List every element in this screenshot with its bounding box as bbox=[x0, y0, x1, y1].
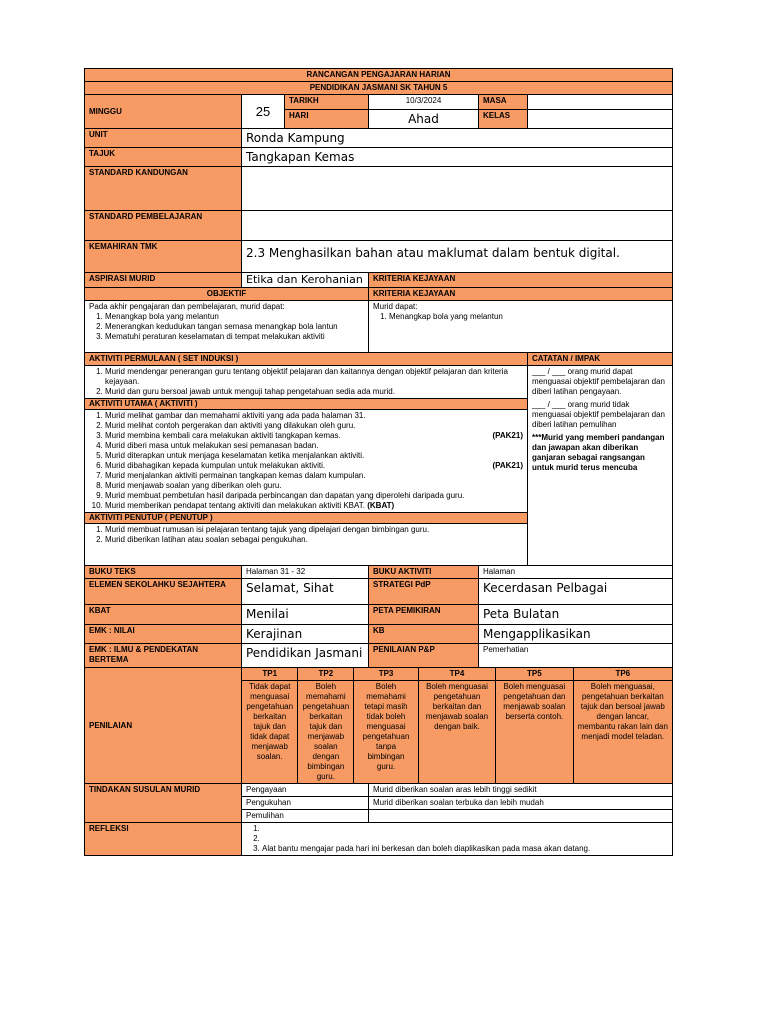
tp6-description: Boleh menguasai, pengetahuan berkaitan tajuk dan bersoal jawab dengan lancar, membantu rakan lain dan menjadi model teladan. bbox=[573, 681, 672, 784]
objektif-list bbox=[89, 312, 364, 342]
pak21-tag: (PAK21) bbox=[492, 461, 523, 470]
tajuk-value: Tangkapan Kemas bbox=[242, 148, 673, 167]
kelas-value bbox=[528, 110, 673, 129]
kbat-value: Menilai bbox=[242, 605, 369, 625]
buku-aktiviti-label: BUKU AKTIVITI bbox=[369, 566, 479, 579]
aktiviti-permulaan-header: AKTIVITI PERMULAAN ( SET INDUKSI ) bbox=[85, 353, 528, 366]
masa-value bbox=[528, 95, 673, 110]
tarikh-value: 10/3/2024 bbox=[369, 95, 479, 110]
penilaian-levels bbox=[242, 668, 673, 784]
aspirasi-murid-label: ASPIRASI MURID bbox=[85, 273, 242, 288]
buku-teks-value: Halaman 31 - 32 bbox=[242, 566, 369, 579]
catatan-impak-header: CATATAN / IMPAK bbox=[528, 353, 673, 366]
utama-item: 9. Murid membuat pembetulan hasil daripada perbincangan dan dapatan yang diperolehi daripada guru. bbox=[105, 491, 523, 501]
tp3-header: TP3 bbox=[354, 668, 419, 681]
emk-nilai-value: Kerajinan bbox=[242, 625, 369, 644]
kriteria-kejayaan-subheader: KRITERIA KEJAYAAN bbox=[369, 288, 673, 301]
utama-item: 7. Murid menjalankan aktiviti permainan tangkapan kemas dalam kumpulan. bbox=[105, 471, 523, 481]
minggu-label: MINGGU bbox=[85, 95, 242, 129]
utama-item: 5. Murid diterapkan untuk menjaga keselamatan ketika menjalankan aktiviti. bbox=[105, 451, 523, 461]
susulan-pengayaan-value: Murid diberikan soalan aras lebih tinggi sedikit bbox=[369, 784, 673, 797]
tp2-description: Boleh memahami pengetahuan berkaitan tajuk dan menjawab soalan dengan bimbingan guru. bbox=[298, 681, 354, 784]
elemen-sekolahku-value: Selamat, Sihat bbox=[242, 579, 369, 605]
objektif-intro: Pada akhir pengajaran dan pembelajaran, murid dapat: bbox=[89, 302, 285, 311]
utama-item: 3. Murid membina kembali cara melakukan aktiviti tangkapan kemas. (PAK21) bbox=[105, 431, 523, 441]
utama-item: 2. Murid melihat contoh pergerakan dan aktiviti yang dilakukan oleh guru. bbox=[105, 421, 523, 431]
unit-label: UNIT bbox=[85, 129, 242, 148]
kriteria-item: 1. Menangkap bola yang melantun bbox=[389, 312, 668, 322]
masa-label: MASA bbox=[479, 95, 528, 110]
strategi-pdp-label: STRATEGI PdP bbox=[369, 579, 479, 605]
tp-table bbox=[242, 668, 672, 783]
aktiviti-content bbox=[85, 366, 528, 566]
susulan-pengukuhan-value: Murid diberikan soalan terbuka dan lebih mudah bbox=[369, 797, 673, 810]
aktiviti-penutup-header: AKTIVITI PENUTUP ( PENUTUP ) bbox=[85, 512, 527, 524]
tp5-description: Boleh menguasai pengetahuan dan menjawab soalan berserta contoh. bbox=[496, 681, 573, 784]
tp6-header: TP6 bbox=[573, 668, 672, 681]
aspirasi-murid-value: Etika dan Kerohanian bbox=[242, 273, 369, 288]
kriteria-kejayaan-header: KRITERIA KEJAYAAN bbox=[369, 273, 673, 288]
peta-pemikiran-label: PETA PEMIKIRAN bbox=[369, 605, 479, 625]
catatan-line-pengayaan: ___ / ___ orang murid dapat menguasai objektif pembelajaran dan diberi latihan pengayaan. bbox=[532, 367, 665, 396]
aktiviti-penutup-content bbox=[85, 524, 527, 546]
susulan-pengayaan-label: Pengayaan bbox=[242, 784, 369, 797]
objektif-header: OBJEKTIF bbox=[85, 288, 369, 301]
penutup-item: 1. Murid membuat rumusan isi pelajaran tentang tajuk yang dipelajari dengan bimbingan guru. bbox=[105, 525, 523, 535]
utama-item: 4. Murid diberi masa untuk melakukan sesi pemanasan badan. bbox=[105, 441, 523, 451]
kbat-tag: (KBAT) bbox=[367, 501, 395, 510]
catatan-line-pemulihan: ___ / ___ orang murid tidak menguasai objektif pembelajaran dan diberi latihan pemulihan bbox=[532, 400, 665, 429]
kb-label: KB bbox=[369, 625, 479, 644]
kriteria-list bbox=[373, 312, 668, 322]
kemahiran-tmk-label: KEMAHIRAN TMK bbox=[85, 241, 242, 273]
kriteria-intro: Murid dapat: bbox=[373, 302, 418, 311]
penilaian-pdp-label: PENILAIAN P&P bbox=[369, 644, 479, 668]
standard-kandungan-value bbox=[242, 167, 673, 211]
aktiviti-utama-header: AKTIVITI UTAMA ( AKTIVITI ) bbox=[85, 398, 527, 410]
tindakan-susulan-label: TINDAKAN SUSULAN MURID bbox=[85, 784, 242, 823]
susulan-pengukuhan-label: Pengukuhan bbox=[242, 797, 369, 810]
penutup-item: 2. Murid diberikan latihan atau soalan sebagai pengukuhan. bbox=[105, 535, 523, 545]
document-subtitle: PENDIDIKAN JASMANI SK TAHUN 5 bbox=[85, 82, 673, 95]
tp2-header: TP2 bbox=[298, 668, 354, 681]
aktiviti-permulaan-content bbox=[85, 366, 527, 398]
tp5-header: TP5 bbox=[496, 668, 573, 681]
refleksi-label: REFLEKSI bbox=[85, 823, 242, 856]
buku-aktiviti-value: Halaman bbox=[479, 566, 673, 579]
elemen-sekolahku-label: ELEMEN SEKOLAHKU SEJAHTERA bbox=[85, 579, 242, 605]
objektif-content bbox=[85, 301, 369, 353]
kriteria-kejayaan-content bbox=[369, 301, 673, 353]
refleksi-content bbox=[242, 823, 673, 856]
strategi-pdp-value: Kecerdasan Pelbagai bbox=[479, 579, 673, 605]
tp1-description: Tidak dapat menguasai pengetahuan berkaitan tajuk dan tidak dapat menjawab soalan. bbox=[242, 681, 298, 784]
emk-nilai-label: EMK : NILAI bbox=[85, 625, 242, 644]
aktiviti-utama-content bbox=[85, 410, 527, 512]
tp4-description: Boleh menguasai pengetahuan berkaitan dan menjawab soalan dengan baik. bbox=[418, 681, 495, 784]
objektif-item: 1. Menangkap bola yang melantun bbox=[105, 312, 364, 322]
lesson-plan-table bbox=[84, 68, 673, 856]
permulaan-item: 1. Murid mendengar penerangan guru tentang objektif pelajaran dan kaitannya dengan objektif pelajaran dan kriteria kejayaan. bbox=[105, 367, 523, 387]
susulan-pemulihan-value bbox=[369, 810, 673, 823]
tp4-header: TP4 bbox=[418, 668, 495, 681]
kelas-label: KELAS bbox=[479, 110, 528, 129]
refleksi-item: 3. Alat bantu mengajar pada hari ini berkesan dan boleh diaplikasikan pada masa akan datang. bbox=[262, 844, 668, 854]
refleksi-item bbox=[262, 834, 668, 844]
catatan-impak-content bbox=[528, 366, 673, 566]
hari-label: HARI bbox=[285, 110, 369, 129]
standard-pembelajaran-value bbox=[242, 211, 673, 241]
kb-value: Mengapplikasikan bbox=[479, 625, 673, 644]
standard-pembelajaran-label: STANDARD PEMBELAJARAN bbox=[85, 211, 242, 241]
tajuk-label: TAJUK bbox=[85, 148, 242, 167]
buku-teks-label: BUKU TEKS bbox=[85, 566, 242, 579]
kbat-label: KBAT bbox=[85, 605, 242, 625]
permulaan-item: 2. Murid dan guru bersoal jawab untuk menguji tahap pengetahuan sedia ada murid. bbox=[105, 387, 523, 397]
hari-value: Ahad bbox=[369, 110, 479, 129]
tp3-description: Boleh memahami tetapi masih tidak boleh menguasai pengetahuan tanpa bimbingan guru. bbox=[354, 681, 419, 784]
refleksi-item bbox=[262, 824, 668, 834]
emk-ilmu-value: Pendidikan Jasmani bbox=[242, 644, 369, 668]
tarikh-label: TARIKH bbox=[285, 95, 369, 110]
emk-ilmu-label: EMK : ILMU & PENDEKATAN BERTEMA bbox=[85, 644, 242, 668]
objektif-item: 3. Mematuhi peraturan keselamatan di tempat melakukan aktiviti bbox=[105, 332, 364, 342]
susulan-pemulihan-label: Pemulihan bbox=[242, 810, 369, 823]
lesson-plan-document bbox=[84, 68, 672, 856]
pak21-tag: (PAK21) bbox=[492, 431, 523, 440]
peta-pemikiran-value: Peta Bulatan bbox=[479, 605, 673, 625]
utama-item: 6. Murid dibahagikan kepada kumpulan untuk melakukan aktiviti. (PAK21) bbox=[105, 461, 523, 471]
standard-kandungan-label: STANDARD KANDUNGAN bbox=[85, 167, 242, 211]
penilaian-pdp-value: Pemerhatian bbox=[479, 644, 673, 668]
tp1-header: TP1 bbox=[242, 668, 298, 681]
utama-item: 8. Murid menjawab soalan yang diberikan oleh guru. bbox=[105, 481, 523, 491]
minggu-value: 25 bbox=[242, 95, 285, 129]
catatan-note: ***Murid yang memberi pandangan dan jawapan akan diberikan ganjaran sebagai rangsangan untuk murid terus mencuba bbox=[532, 433, 665, 472]
unit-value: Ronda Kampung bbox=[242, 129, 673, 148]
utama-item: 1. Murid melihat gambar dan memahami aktiviti yang ada pada halaman 31. bbox=[105, 411, 523, 421]
objektif-item: 2. Menerangkan kedudukan tangan semasa menangkap bola lantun bbox=[105, 322, 364, 332]
utama-item: 10. Murid memberikan pendapat tentang aktiviti dan melakukan aktiviti KBAT. (KBAT) bbox=[105, 501, 523, 511]
document-title: RANCANGAN PENGAJARAN HARIAN bbox=[85, 69, 673, 82]
penilaian-label: PENILAIAN bbox=[85, 668, 242, 784]
kemahiran-tmk-value: 2.3 Menghasilkan bahan atau maklumat dalam bentuk digital. bbox=[242, 241, 673, 273]
